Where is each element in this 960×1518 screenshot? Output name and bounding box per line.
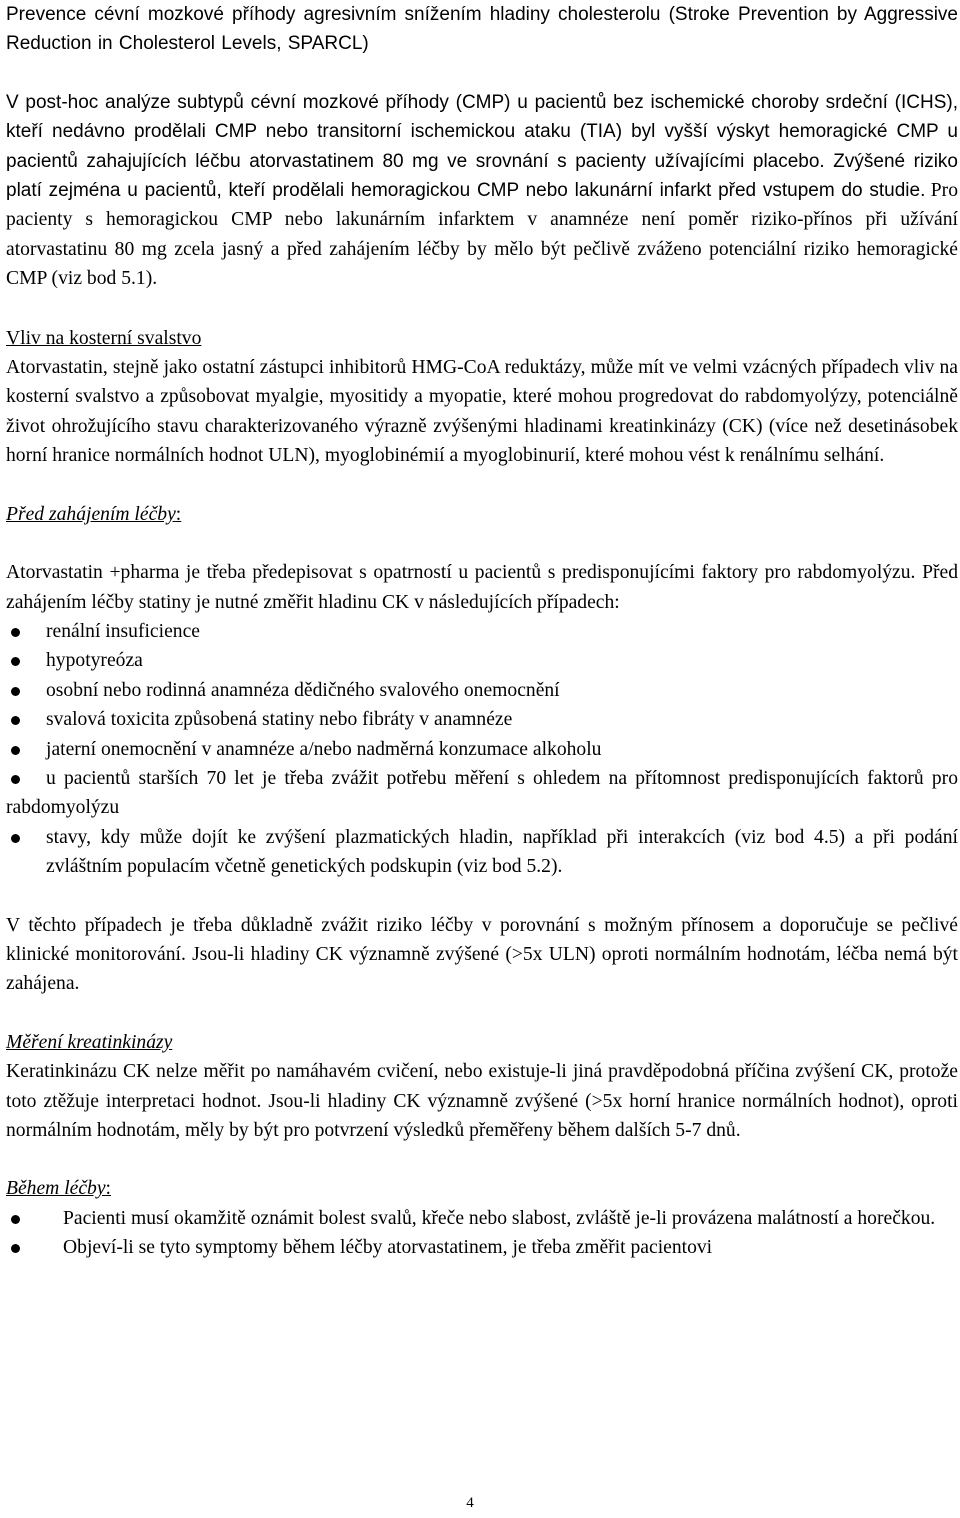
bullet-icon <box>11 657 20 666</box>
during-treatment-heading-colon: : <box>105 1178 111 1200</box>
ck-measurement-heading: Měření kreatinkinázy <box>6 1031 173 1053</box>
section-title: Prevence cévní mozkové příhody agresivním snížením hladiny cholesterolu (Stroke Prevention by Aggressive Reduction in Cholesterol Levels, SPARCL) <box>6 4 958 55</box>
list-item: stavy, kdy může dojít ke zvýšení plazmatických hladin, například při interakcích (viz bod 4.5) a při podání zvláštním populacím včetně genetických podskupin (viz bod 5.2). <box>6 823 958 882</box>
list-item: osobní nebo rodinná anamnéza dědičného svalového onemocnění <box>6 676 958 705</box>
risk-factor-list <box>6 617 958 882</box>
bullet-icon <box>11 716 20 725</box>
bullet-icon <box>11 628 20 637</box>
list-item: hypotyreóza <box>6 646 958 675</box>
bullet-icon <box>11 1215 20 1224</box>
skeletal-text: Atorvastatin, stejně jako ostatní zástupci inhibitorů HMG-CoA reduktázy, může mít ve velmi vzácných případech vliv na kosterní svalstvo a způsobovat myalgie, myositidy a myopatie, které mohou progredovat do rabdomyolýzy, potenciálně život ohrožujícího stavu charakterizovaného výrazně zvýšenými hladinami kreatinkinázy (CK) (více než desetinásobek horní hranice normálních hodnot ULN), myoglobinémií a myoglobinurií, které mohou vést k renálnímu selhání. <box>6 357 958 467</box>
list-item: Objeví-li se tyto symptomy během léčby atorvastatinem, je třeba změřit pacientovi <box>6 1233 958 1262</box>
list-item: svalová toxicita způsobená statiny nebo fibráty v anamnéze <box>6 705 958 734</box>
before-treatment-heading <box>6 500 958 529</box>
ck-measurement-text: Keratinkinázu CK nelze měřit po namáhavém cvičení, nebo existuje-li jiná pravděpodobná příčina zvýšení CK, protože toto ztěžuje interpretaci hodnot. Jsou-li hladiny CK významně zvýšené (>5x horní hranice normálních hodnot), oproti normálním hodnotám, měly by být pro potvrzení výsledků přeměřeny během dalších 5-7 dnů. <box>6 1061 958 1141</box>
page-number: 4 <box>466 1495 474 1511</box>
before-treatment-heading-text: Před zahájením léčby <box>6 503 176 525</box>
before-treatment-heading-colon: : <box>175 503 182 525</box>
before-treatment-text: Atorvastatin +pharma je třeba předepisovat s opatrností u pacientů s predisponujícími faktory pro rabdomyolýzu. Před zahájením léčby statiny je nutné změřit hladinu CK v následujících případech: <box>6 562 958 613</box>
during-treatment-heading <box>6 1174 958 1203</box>
bullet-icon <box>11 1244 20 1253</box>
bullet-icon <box>11 834 20 843</box>
bullet-icon <box>11 687 20 696</box>
list-item: renální insuficience <box>6 617 958 646</box>
sparcl-paragraph-part2: Pro pacienty s hemoragickou CMP nebo lakunárním infarktem v anamnéze není poměr riziko-přínos při užívání atorvastatinu 80 mg zcela jasný a před zahájením léčby by mělo být pečlivě zváženo potenciální riziko hemoragické CMP (viz bod 5.1). <box>6 180 958 290</box>
during-treatment-list <box>6 1204 958 1263</box>
bullet-icon <box>11 746 20 755</box>
list-item: Pacienti musí okamžitě oznámit bolest svalů, křeče nebo slabost, zvláště je-li provázena malátností a horečkou. <box>6 1204 958 1233</box>
sparcl-paragraph <box>6 88 958 294</box>
list-item: u pacientů starších 70 let je třeba zvážit potřebu měření s ohledem na přítomnost predisponujících faktorů pro rabdomyolýzu <box>6 767 958 819</box>
sparcl-paragraph-part1: V post-hoc analýze subtypů cévní mozkové příhody (CMP) u pacientů bez ischemické choroby srdeční (ICHS), kteří nedávno prodělali CMP nebo transitorní ischemickou ataku (TIA) byl vyšší výskyt hemoragické CMP u pacientů zahajujících léčbu atorvastatinem 80 mg ve srovnání s pacienty užívajícími placebo. Zvýšené riziko platí zejména u pacientů, kteří prodělali hemoragickou CMP nebo lakunární infarkt před vstupem do studie. <box>6 91 958 202</box>
monitoring-text: V těchto případech je třeba důkladně zvážit riziko léčby v porovnání s možným přínosem a doporučuje se pečlivé klinické monitorování. Jsou-li hladiny CK významně zvýšené (>5x ULN) oproti normálním hodnotám, léčba nemá být zahájena. <box>6 914 958 995</box>
during-treatment-heading-text: Během léčby <box>6 1178 106 1200</box>
list-item: jaterní onemocnění v anamnéze a/nebo nadměrná konzumace alkoholu <box>6 735 958 764</box>
document-page <box>6 0 958 1263</box>
skeletal-heading: Vliv na kosterní svalstvo <box>6 327 202 349</box>
bullet-icon <box>11 775 20 784</box>
